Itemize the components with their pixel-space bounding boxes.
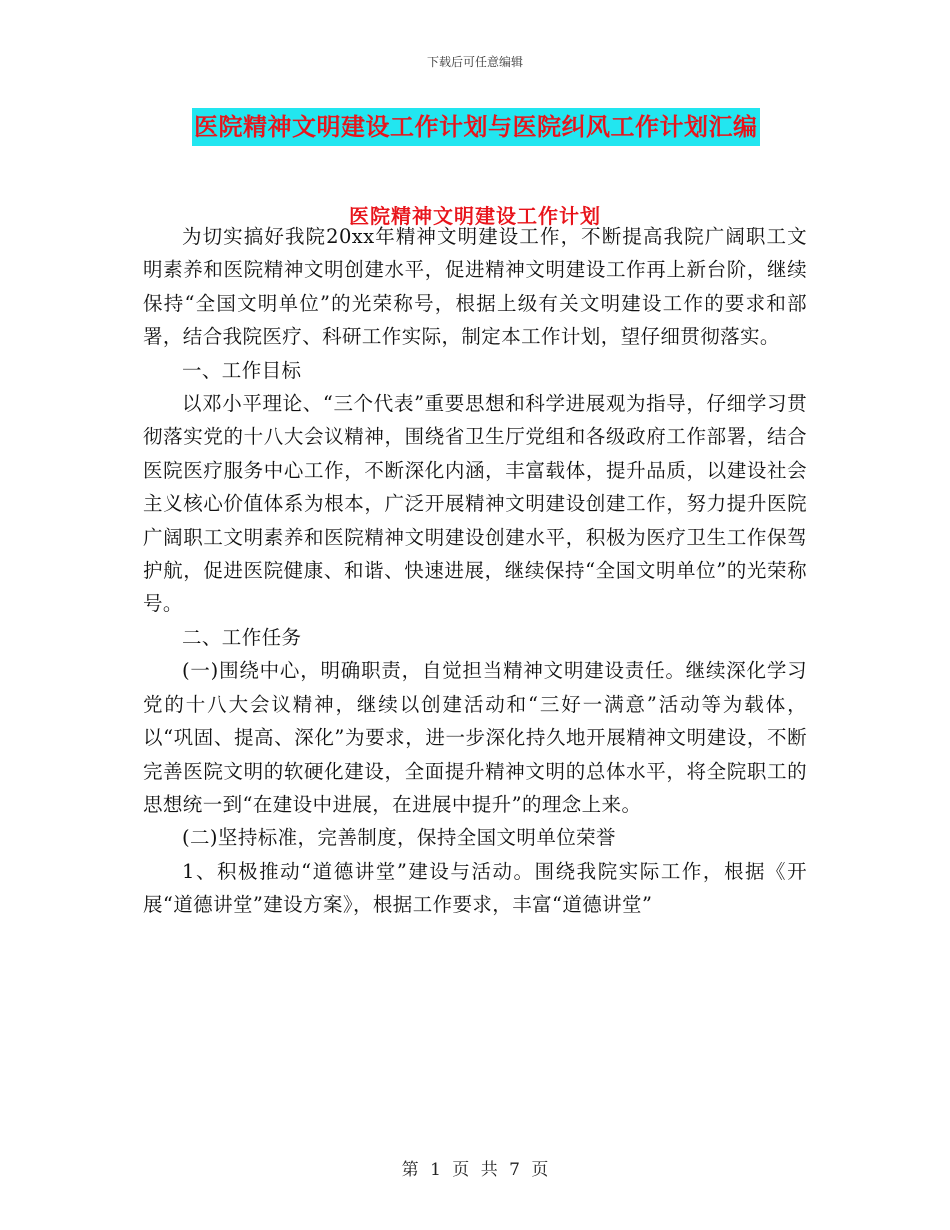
footer-suffix: 页 [531,1160,549,1180]
document-title: 医院精神文明建设工作计划与医院纠风工作计划汇编 [192,108,760,146]
section-title: 医院精神文明建设工作计划 [349,204,601,228]
paragraph-intro: 为切实搞好我院20xx年精神文明建设工作，不断提高我院广阔职工文明素养和医院精神文明创建水平，促进精神文明建设工作再上新台阶，继续保持“全国文明单位”的光荣称号，根据上级有关文明建设工作的要求和部署，结合我院医疗、科研工作实际，制定本工作计划，望仔细贯彻落实。 [143,225,807,349]
paragraph-task-1: (一)围绕中心，明确职责，自觉担当精神文明建设责任。继续深化学习党的十八大会议精神，继续以创建活动和“三好一满意”活动等为载体，以“巩固、提高、深化”为要求，进一步深化持久地开展精神文明建设，不断完善医院文明的软硬化建设，全面提升精神文明的总体水平，将全院职工的思想统一到“在建设中进展，在进展中提升”的理念上来。 [143,659,807,816]
paragraph-goals: 以邓小平理论、“三个代表”重要思想和科学进展观为指导，仔细学习贯彻落实党的十八大会议精神，围绕省卫生厅党组和各级政府工作部署，结合医院医疗服务中心工作，不断深化内涵，丰富载体，提升品质，以建设社会主义核心价值体系为根本，广泛开展精神文明建设创建工作，努力提升医院广阔职工文明素养和医院精神文明建设创建水平，积极为医疗卫生工作保驾护航，促进医院健康、和谐、快速进展，继续保持“全国文明单位”的光荣称号。 [143,392,807,616]
document-body [143,220,807,922]
paragraph-task-2-1: 1、积极推动“道德讲堂”建设与活动。围绕我院实际工作，根据《开展“道德讲堂”建设方案》，根据工作要求，丰富“道德讲堂” [143,859,807,917]
heading-work-tasks: 二、工作任务 [182,625,302,649]
paragraph-task-2: (二)坚持标准，完善制度，保持全国文明单位荣誉 [182,826,616,850]
page-footer [0,1155,950,1180]
header-note: 下载后可任意编辑 [426,55,523,69]
heading-work-goals: 一、工作目标 [182,358,302,382]
footer-total-pages: 7 [509,1160,520,1180]
footer-mid: 页 共 [452,1160,498,1180]
footer-prefix: 第 [401,1160,419,1180]
footer-page-number: 1 [430,1160,441,1180]
